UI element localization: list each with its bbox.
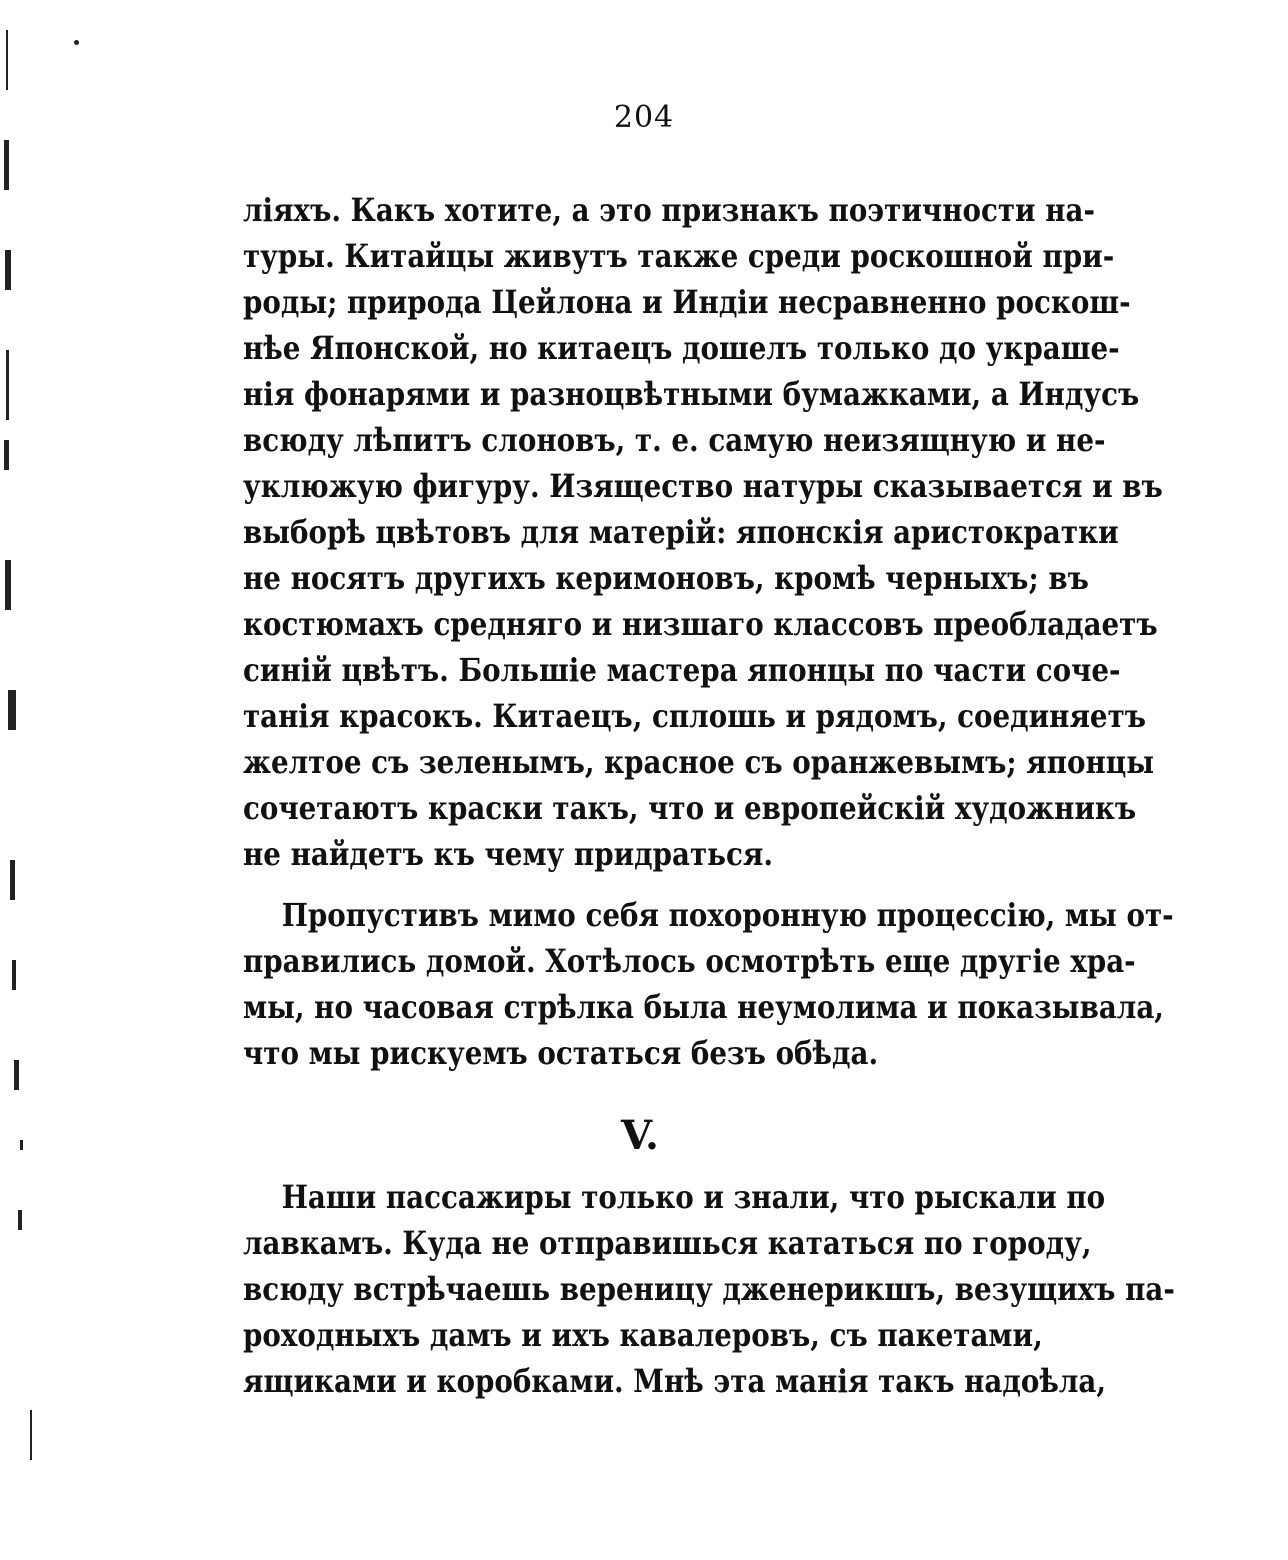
text-line: туры. Китайцы живутъ также среди роскошной при- xyxy=(243,238,1115,275)
text-line: не найдетъ къ чему придраться. xyxy=(243,836,773,873)
text-line: Пропустивъ мимо себя похоронную процессiю, мы от- xyxy=(281,897,1174,934)
text-line: нiя фонарями и разноцвѣтными бумажками, а Индусъ xyxy=(243,376,1140,413)
text-line: правились домой. Хотѣлось осмотрѣть еще другiе хра- xyxy=(243,943,1136,980)
text-line: не носятъ другихъ керимоновъ, кромѣ черныхъ; въ xyxy=(243,560,1089,597)
text-line: нѣе Японской, но китаецъ дошелъ только до украше- xyxy=(243,330,1120,367)
text-line: костюмахъ средняго и низшаго классовъ преобладаетъ xyxy=(243,606,1158,643)
paragraph-1 xyxy=(243,188,1163,878)
text-line: желтое съ зеленымъ, красное съ оранжевымъ; японцы xyxy=(243,744,1155,781)
text-line: роходныхъ дамъ и ихъ кавалеровъ, съ пакетами, xyxy=(243,1317,1043,1354)
text-line: выборѣ цвѣтовъ для матерiй: японскiя аристократки xyxy=(243,514,1119,551)
section-heading: V. xyxy=(621,1112,659,1159)
text-line: Наши пассажиры только и знали, что рыскали по xyxy=(281,1179,1106,1216)
text-line: сочетаютъ краски такъ, что и европейскiй художникъ xyxy=(243,790,1137,827)
text-line: синiй цвѣтъ. Большiе мастера японцы по части соче- xyxy=(243,652,1121,689)
text-line: танiя красокъ. Китаецъ, сплошь и рядомъ, соединяетъ xyxy=(243,698,1147,735)
text-line: роды; природа Цейлона и Индiи несравненно роскош- xyxy=(243,284,1131,321)
paragraph-3 xyxy=(243,1175,1175,1405)
text-line: всюду лѣпитъ слоновъ, т. е. самую неизящную и не- xyxy=(243,422,1106,459)
text-line: лавкамъ. Куда не отправишься кататься по городу, xyxy=(243,1225,1092,1262)
text-line: мы, но часовая стрѣлка была неумолима и показывала, xyxy=(243,989,1164,1026)
text-line: уклюжую фигуру. Изящество натуры сказывается и въ xyxy=(243,468,1163,505)
text-line: лiяхъ. Какъ хотите, а это признакъ поэтичности на- xyxy=(243,192,1096,229)
page-number: 204 xyxy=(613,100,675,135)
text-line: всюду встрѣчаешь вереницу дженерикшъ, везущихъ па- xyxy=(243,1271,1175,1308)
text-line: ящиками и коробками. Мнѣ эта манiя такъ надоѣла, xyxy=(243,1363,1107,1400)
text-line: что мы рискуемъ остаться безъ обѣда. xyxy=(243,1035,879,1072)
paragraph-2 xyxy=(243,893,1174,1077)
scan-edge-artifacts xyxy=(0,0,40,1560)
